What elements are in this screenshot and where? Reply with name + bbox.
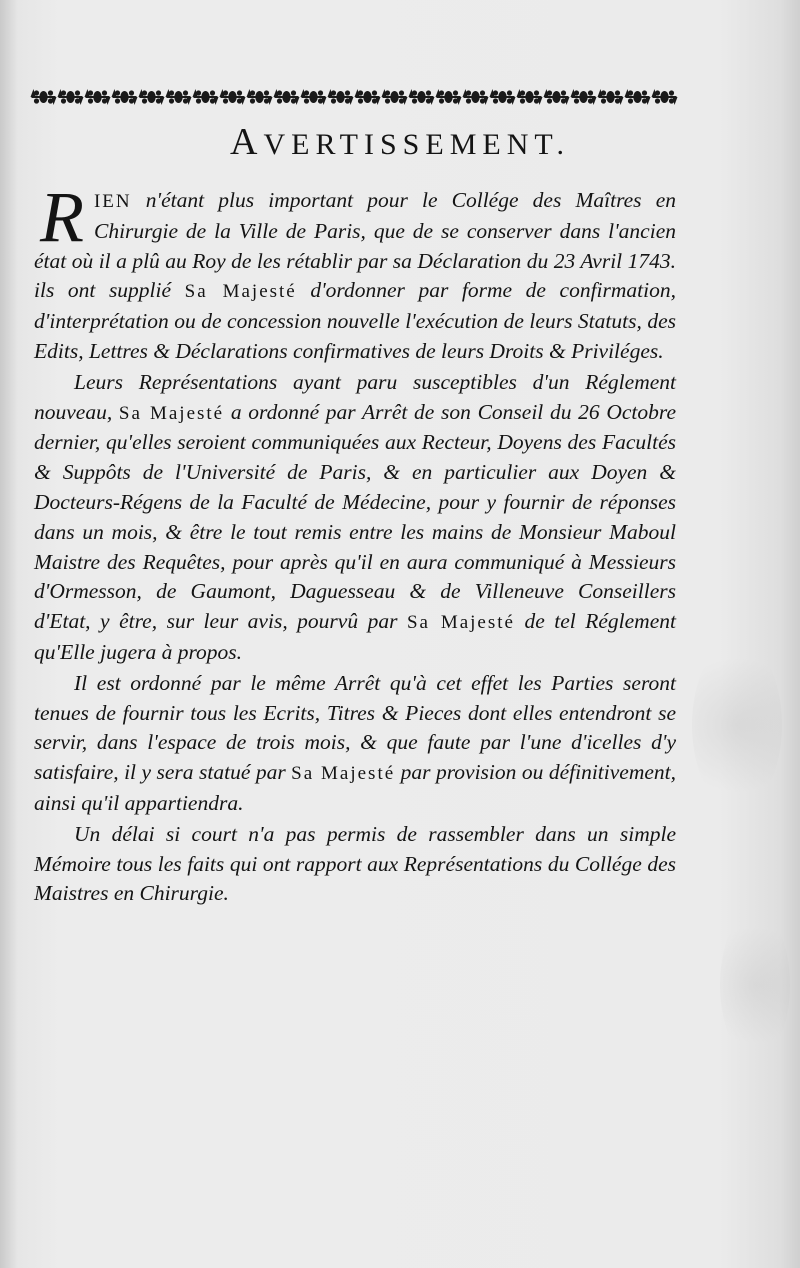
fleuron-unit (58, 89, 84, 105)
lead-word: IEN (93, 191, 132, 212)
fleuron-unit (301, 89, 327, 105)
small-caps-text: Sa Majesté (291, 763, 396, 785)
fleuron-unit (409, 89, 435, 105)
fleuron-unit (112, 89, 138, 105)
fleuron-unit (85, 89, 111, 105)
paragraph-text: Leurs Représentations ayant paru susceptibles d'un Réglement nouveau, (34, 369, 676, 424)
drop-cap: R (40, 177, 84, 257)
paragraph-3 (34, 669, 676, 819)
fleuron-unit (139, 89, 165, 105)
paragraph-text: de tel Réglement qu'Elle jugera à propos. (34, 609, 676, 664)
paragraph-text: a ordonné par Arrêt de son Conseil du 26 Octobre dernier, qu'elles seroient communiquées aux Recteur, Doyens des Facultés & Suppôts de l'Université de Paris, & en particulier aux Doyen & Docteurs-Régens de la Faculté de Médecine, pour y fournir de réponses dans un mois, & être le tout remis entre les mains de Monsieur Maboul Maistre des Requêtes, pour après qu'il en aura communiqué à Messieurs d'Ormesson, de Gaumont, Daguesseau & de Villeneuve Conseillers d'Etat, y être, sur leur avis, pourvû par (34, 399, 676, 634)
fleuron-unit (166, 89, 192, 105)
small-caps-text: Sa Majesté (184, 281, 297, 303)
title-rest: VERTISSEMENT. (263, 128, 570, 161)
fleuron-unit (544, 89, 570, 105)
fleuron-unit (463, 89, 489, 105)
fleuron-unit (355, 89, 381, 105)
small-caps-text: Sa Majesté (118, 402, 225, 424)
show-through-stain (720, 910, 790, 1060)
fleuron-unit (247, 89, 273, 105)
fleuron-unit (193, 89, 219, 105)
title-initial: A (230, 121, 264, 163)
fleuron-unit (220, 89, 246, 105)
paragraph-text: n'étant plus important pour le Collége des Maîtres en Chirurgie de la Ville de Paris, que de se conserver dans l'ancien état où il a plû au Roy de les rétablir par sa Déclaration du 23 Avril 1743. ils ont supplié (34, 188, 676, 303)
fleuron-unit (328, 89, 354, 105)
paragraph-text: Un délai si court n'a pas permis de rassembler dans un simple Mémoire tous les faits qui ont rapport aux Représentations du Collége des Maistres en Chirurgie. (34, 821, 676, 906)
fleuron-icon (30, 86, 678, 108)
paragraph-text: d'ordonner par forme de confirmation, d'interprétation ou de concession nouvelle l'exécution de leurs Statuts, des Edits, Lettres & Déclarations confirmatives de leurs Droits & Priviléges. (34, 278, 676, 363)
fleuron-unit (31, 89, 57, 105)
fleuron-unit (625, 89, 651, 105)
fleuron-unit (652, 89, 678, 105)
fleuron-unit (490, 89, 516, 105)
fleuron-unit (382, 89, 408, 105)
fleuron-unit (274, 89, 300, 105)
paragraph-4 (34, 820, 676, 909)
paragraph-text: par provision ou définitivement, ainsi qu'il appartiendra. (34, 760, 676, 815)
fleuron-unit (436, 89, 462, 105)
small-caps-text: Sa Majesté (406, 612, 515, 634)
fleuron-unit (598, 89, 624, 105)
show-through-stain (692, 640, 782, 810)
fleuron-unit (517, 89, 543, 105)
document-body (34, 177, 676, 909)
paragraph-2 (34, 368, 676, 668)
paragraph-1 (34, 177, 676, 367)
page-title (0, 120, 800, 164)
paragraph-text: Il est ordonné par le même Arrêt qu'à cet effet les Parties seront tenues de fournir tous les Ecrits, Titres & Pieces dont elles entendront se servir, dans l'espace de trois mois, & que faute par l'une d'icelles d'y satisfaire, il y sera statué par (34, 670, 676, 785)
fleuron-unit (571, 89, 597, 105)
